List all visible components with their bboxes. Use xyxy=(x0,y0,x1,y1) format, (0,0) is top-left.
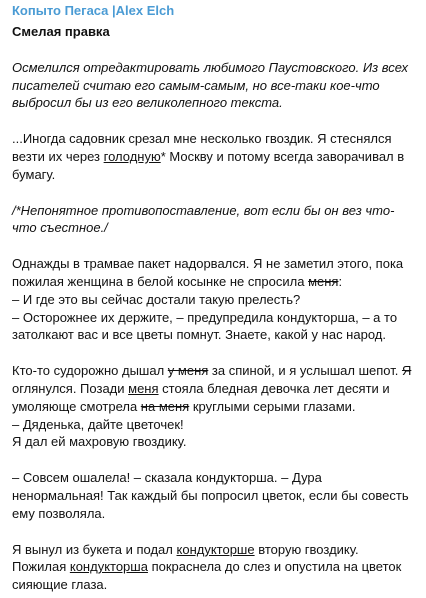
text-run: Кто-то судорожно дышал xyxy=(12,363,168,379)
text-run: * Москву и потому всегда заворачивал в бумагу. xyxy=(12,148,405,182)
dialogue-line: – И где это вы сейчас достали такую прелесть? xyxy=(12,291,301,307)
paragraph-conductor xyxy=(12,541,416,594)
editor-note: /*Непонятное противопоставление, вот если бы он вез что-что съестное./ xyxy=(12,202,395,236)
underlined-word: кондукторша xyxy=(69,559,148,575)
spacer xyxy=(12,237,416,255)
spacer xyxy=(12,523,416,541)
channel-name[interactable]: Копыто Пегаса |Alex Elch xyxy=(12,3,175,18)
text-run: покраснела до слез и опустила на цветок сияющие глаза. xyxy=(12,559,402,593)
text-run: стояла бледная девочка лет десяти и умоляюще смотрела xyxy=(12,380,390,414)
post-title: Смелая правка xyxy=(12,24,110,39)
text-run: за спиной, и я услышал шепот. xyxy=(208,363,402,379)
paragraph-tram xyxy=(12,255,416,291)
dialogue-line: – Осторожнее их держите, – предупредила кондукторша, – а то затолкают вас и все цветы помнут. Знаете, какой у нас народ. xyxy=(12,309,398,343)
text-run: круглыми серыми глазами. xyxy=(189,398,356,414)
intro-paragraph: Осмелился отредактировать любимого Паустовского. Из всех писателей считаю его самым-самым, но все-таки кое-что выбросил бы из его великолепного текста. xyxy=(12,59,408,111)
underlined-word: меня xyxy=(128,380,159,396)
struck-word: у меня xyxy=(167,363,209,379)
narration-line: Я дал ей махровую гвоздику. xyxy=(12,434,187,450)
struck-word: меня xyxy=(308,273,339,289)
text-run: : xyxy=(338,273,343,289)
spacer xyxy=(12,451,416,469)
text-run: Я вынул из букета и подал xyxy=(12,541,177,557)
dialogue-line: – Совсем ошалела! – сказала кондукторша. – Дура ненормальная! Так каждый бы попросил цветок, если бы совесть ему позволяла. xyxy=(12,470,409,521)
dialogue-line: – Дяденька, дайте цветочек! xyxy=(12,416,184,432)
spacer xyxy=(12,112,416,130)
spacer xyxy=(12,344,416,362)
spacer xyxy=(12,41,416,59)
paragraph-carnations xyxy=(12,130,416,183)
text-run: оглянулся. Позади xyxy=(12,380,129,396)
text-run: ...Иногда садовник срезал мне несколько гвоздик. Я стеснялся везти их через xyxy=(12,131,392,164)
spacer xyxy=(12,184,416,202)
struck-word: Я xyxy=(401,363,412,379)
struck-word: на меня xyxy=(140,398,190,414)
underlined-word: кондукторше xyxy=(176,541,255,557)
text-run: вторую гвоздику. Пожилая xyxy=(12,541,359,575)
text-run: Однажды в трамвае пакет надорвался. Я не заметил этого, пока пожилая женщина в белой косынке не спросила xyxy=(12,256,404,289)
underlined-word: голодную xyxy=(103,148,161,164)
paragraph-girl xyxy=(12,362,416,415)
